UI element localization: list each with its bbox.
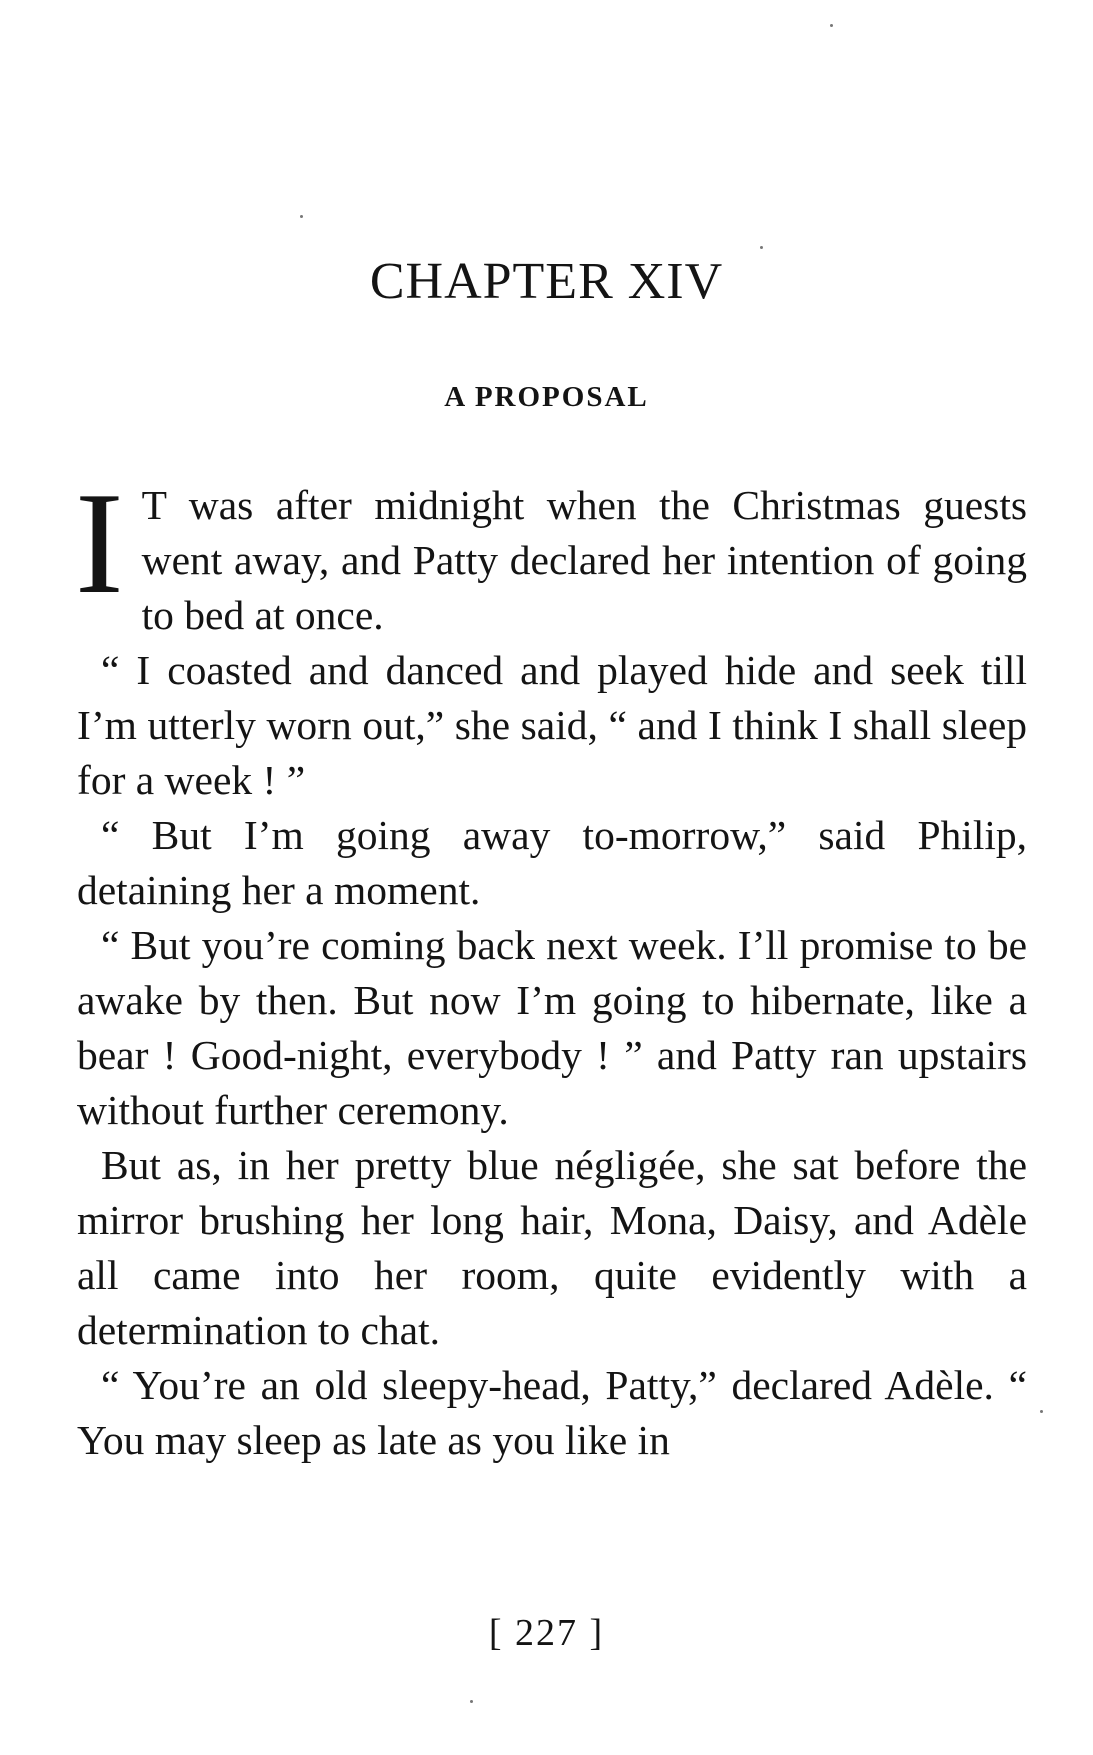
paper-speck	[830, 24, 833, 27]
paper-speck	[1040, 1410, 1043, 1413]
chapter-subtitle: A PROPOSAL	[444, 381, 649, 413]
paragraph-text: T was after midnight when the Christmas guests went away, and Patty declared her intention of going to bed at once.	[141, 482, 1027, 638]
chapter-title: CHAPTER XIV	[369, 253, 724, 310]
paragraph: But as, in her pretty blue négligée, she sat before the mirror brushing her long hair, Mona, Daisy, and Adèle all came into her room, quite evidently with a determination to chat.	[77, 1142, 1027, 1353]
paragraph: “ I coasted and danced and played hide and seek till I’m utterly worn out,” she said, “ and I think I shall sleep for a week ! ”	[77, 647, 1027, 803]
paper-speck	[470, 1700, 473, 1703]
paper-speck	[300, 215, 303, 218]
chapter-body	[75, 462, 1027, 1468]
paragraph: “ You’re an old sleepy-head, Patty,” declared Adèle. “ You may sleep as late as you like in	[77, 1362, 1027, 1463]
paragraph: “ But you’re coming back next week. I’ll promise to be awake by then. But now I’m going to hibernate, like a bear ! Good-night, everybody ! ” and Patty ran upstairs without further ceremony.	[77, 922, 1027, 1133]
drop-cap: I	[75, 462, 124, 624]
page-number: [ 227 ]	[488, 1612, 605, 1654]
paper-speck	[760, 246, 763, 249]
paragraph: “ But I’m going away to-morrow,” said Philip, detaining her a moment.	[77, 812, 1027, 913]
paragraph	[75, 462, 1027, 643]
